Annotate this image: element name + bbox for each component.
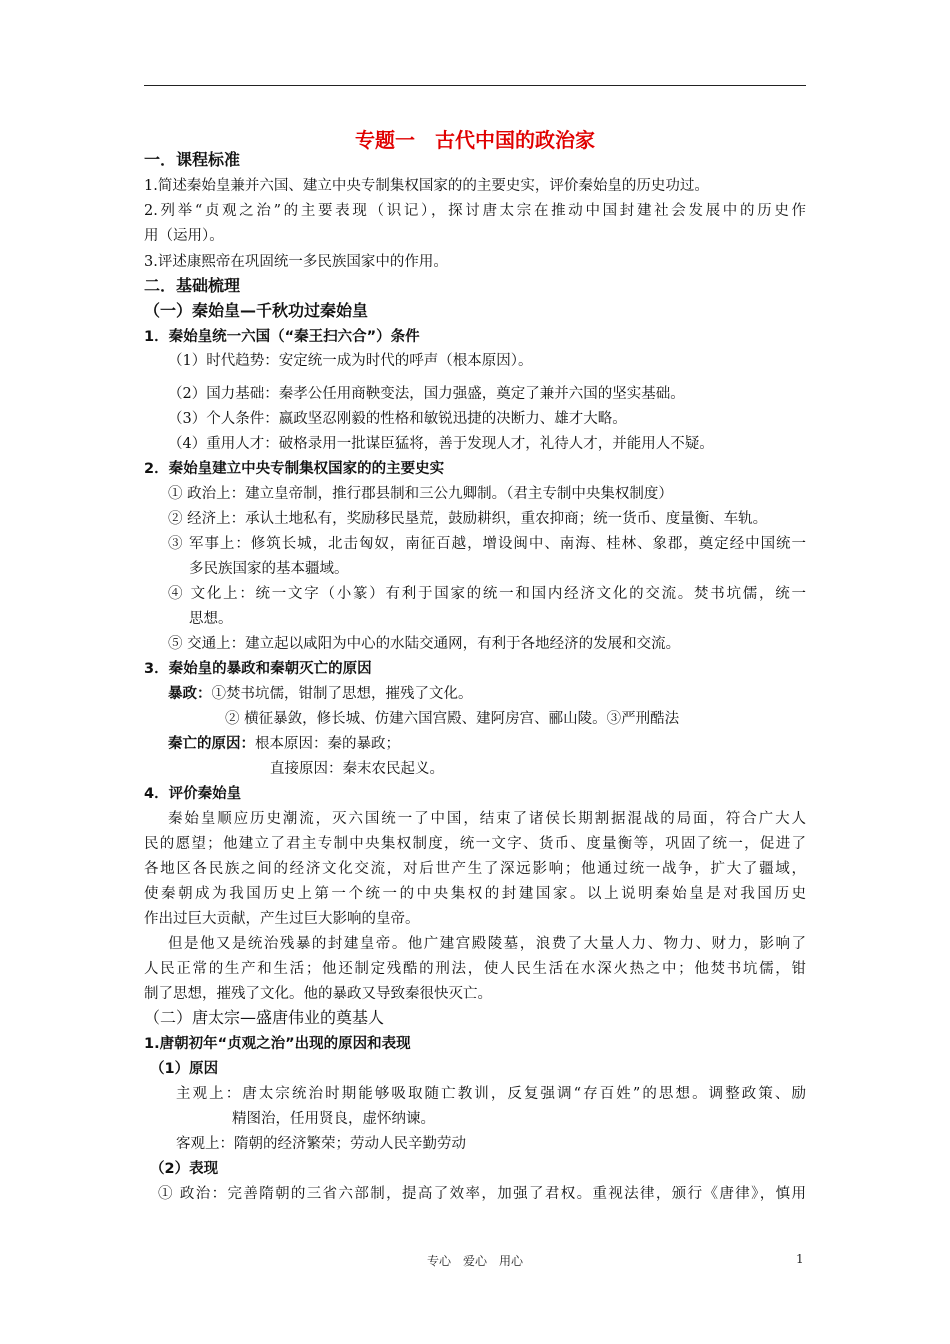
header-rule [144,85,806,86]
item-heading: 2．秦始皇建立中央专制集权国家的的主要史实 [144,461,445,477]
item-heading: 4．评价秦始皇 [144,786,242,802]
item-heading: （1）原因 [150,1061,219,1077]
text-line: ② 横征暴敛，修长城、仿建六国宫殿、建阿房宫、郦山陵。③严刑酷法 [225,711,680,727]
paragraph-line: 使秦朝成为我国历史上第一个统一的中央集权的封建国家。以上说明秦始皇是对我国历史 [144,886,806,902]
paragraph-line: 作出过巨大贡献，产生过巨大影响的皇帝。 [144,911,420,927]
subsection-heading: （一）秦始皇—千秋功过秦始皇 [144,301,369,320]
label: 秦亡的原因： [168,736,255,752]
text-line: ⑤ 交通上：建立起以咸阳为中心的水陆交通网，有利于各地经济的发展和交流。 [168,636,681,652]
text-line [168,684,473,704]
paragraph-line: 制了思想，摧残了文化。他的暴政又导致秦很快灭亡。 [144,986,492,1002]
subsection-heading: （二）唐太宗—盛唐伟业的奠基人 [144,1008,385,1027]
text-line: （2）国力基础：秦孝公任用商鞅变法，国力强盛，奠定了兼并六国的坚实基础。 [168,386,685,402]
paragraph-line: 秦始皇顺应历史潮流，灭六国统一了中国，结束了诸侯长期割据混战的局面，符合广大人 [168,811,806,827]
label: 暴政： [168,686,212,702]
item-heading: 3．秦始皇的暴政和秦朝灭亡的原因 [144,661,372,677]
text-line: ③ 军事上：修筑长城，北击匈奴，南征百越，增设闽中、南海、桂林、象郡，奠定经中国统一 [168,536,806,552]
section-heading: 二．基础梳理 [144,276,241,295]
item-heading: 1．秦始皇统一六国（“秦王扫六合”）条件 [144,329,420,345]
text-line: 主观上：唐太宗统治时期能够吸取随亡教训，反复强调“存百姓”的思想。调整政策、励 [176,1086,806,1102]
page-footer: 专心 爱心 用心 [426,1254,523,1268]
text-line: 客观上：隋朝的经济繁荣；劳动人民辛勤劳动 [176,1136,466,1152]
text-line: ① 政治上：建立皇帝制，推行郡县制和三公九卿制。（君主专制中央集权制度） [168,486,673,502]
paragraph-line: 民的愿望；他建立了君主专制中央集权制度，统一文字、货币、度量衡等，巩固了统一，促进了 [144,836,806,852]
section-heading: 一．课程标准 [144,150,241,169]
text-line: 1.简述秦始皇兼并六国、建立中央专制集权国家的的主要史实，评价秦始皇的历史功过。 [144,178,709,194]
text-line: ④ 文化上：统一文字（小篆）有利于国家的统一和国内经济文化的交流。焚书坑儒，统一 [168,586,806,602]
item-heading: （2）表现 [150,1161,219,1177]
paragraph-line: 人民正常的生产和生活；他还制定残酷的刑法，使人民生活在水深火热之中；他焚书坑儒，钳 [144,961,806,977]
page-number: 1 [796,1252,804,1266]
text-line: ② 经济上：承认土地私有，奖励移民垦荒，鼓励耕织，重农抑商；统一货币、度量衡、车轨。 [168,511,768,527]
page-title: 专题一 古代中国的政治家 [355,128,595,152]
text-line: ① 政治：完善隋朝的三省六部制，提高了效率，加强了君权。重视法律，颁行《唐律》，慎用 [158,1186,806,1202]
text-line: 多民族国家的基本疆域。 [189,561,349,577]
text-line: 2.列举“贞观之治”的主要表现（识记），探讨唐太宗在推动中国封建社会发展中的历史作 [144,203,806,219]
paragraph-line: 但是他又是统治残暴的封建皇帝。他广建宫殿陵墓，浪费了大量人力、物力、财力，影响了 [168,936,806,952]
text-line: （1）时代趋势：安定统一成为时代的呼声（根本原因）。 [168,353,533,369]
label-text: ①焚书坑儒，钳制了思想，摧残了文化。 [211,686,473,702]
text-line: （4）重用人才：破格录用一批谋臣猛将，善于发现人才，礼待人才，并能用人不疑。 [168,436,714,452]
text-line [168,734,400,754]
text-line: （3）个人条件：嬴政坚忍刚毅的性格和敏锐迅捷的决断力、雄才大略。 [168,411,627,427]
text-line: 直接原因：秦末农民起义。 [270,761,444,777]
text-line: 思想。 [189,611,233,627]
text-line: 精图治，任用贤良，虚怀纳谏。 [232,1111,435,1127]
item-heading: 1.唐朝初年“贞观之治”出现的原因和表现 [144,1036,411,1052]
text-line: 用（运用）。 [144,228,224,244]
paragraph-line: 各地区各民族之间的经济文化交流，对后世产生了深远影响；他通过统一战争，扩大了疆域， [144,861,806,877]
label-text: 根本原因：秦的暴政； [255,736,400,752]
text-line: 3.评述康熙帝在巩固统一多民族国家中的作用。 [144,254,448,270]
